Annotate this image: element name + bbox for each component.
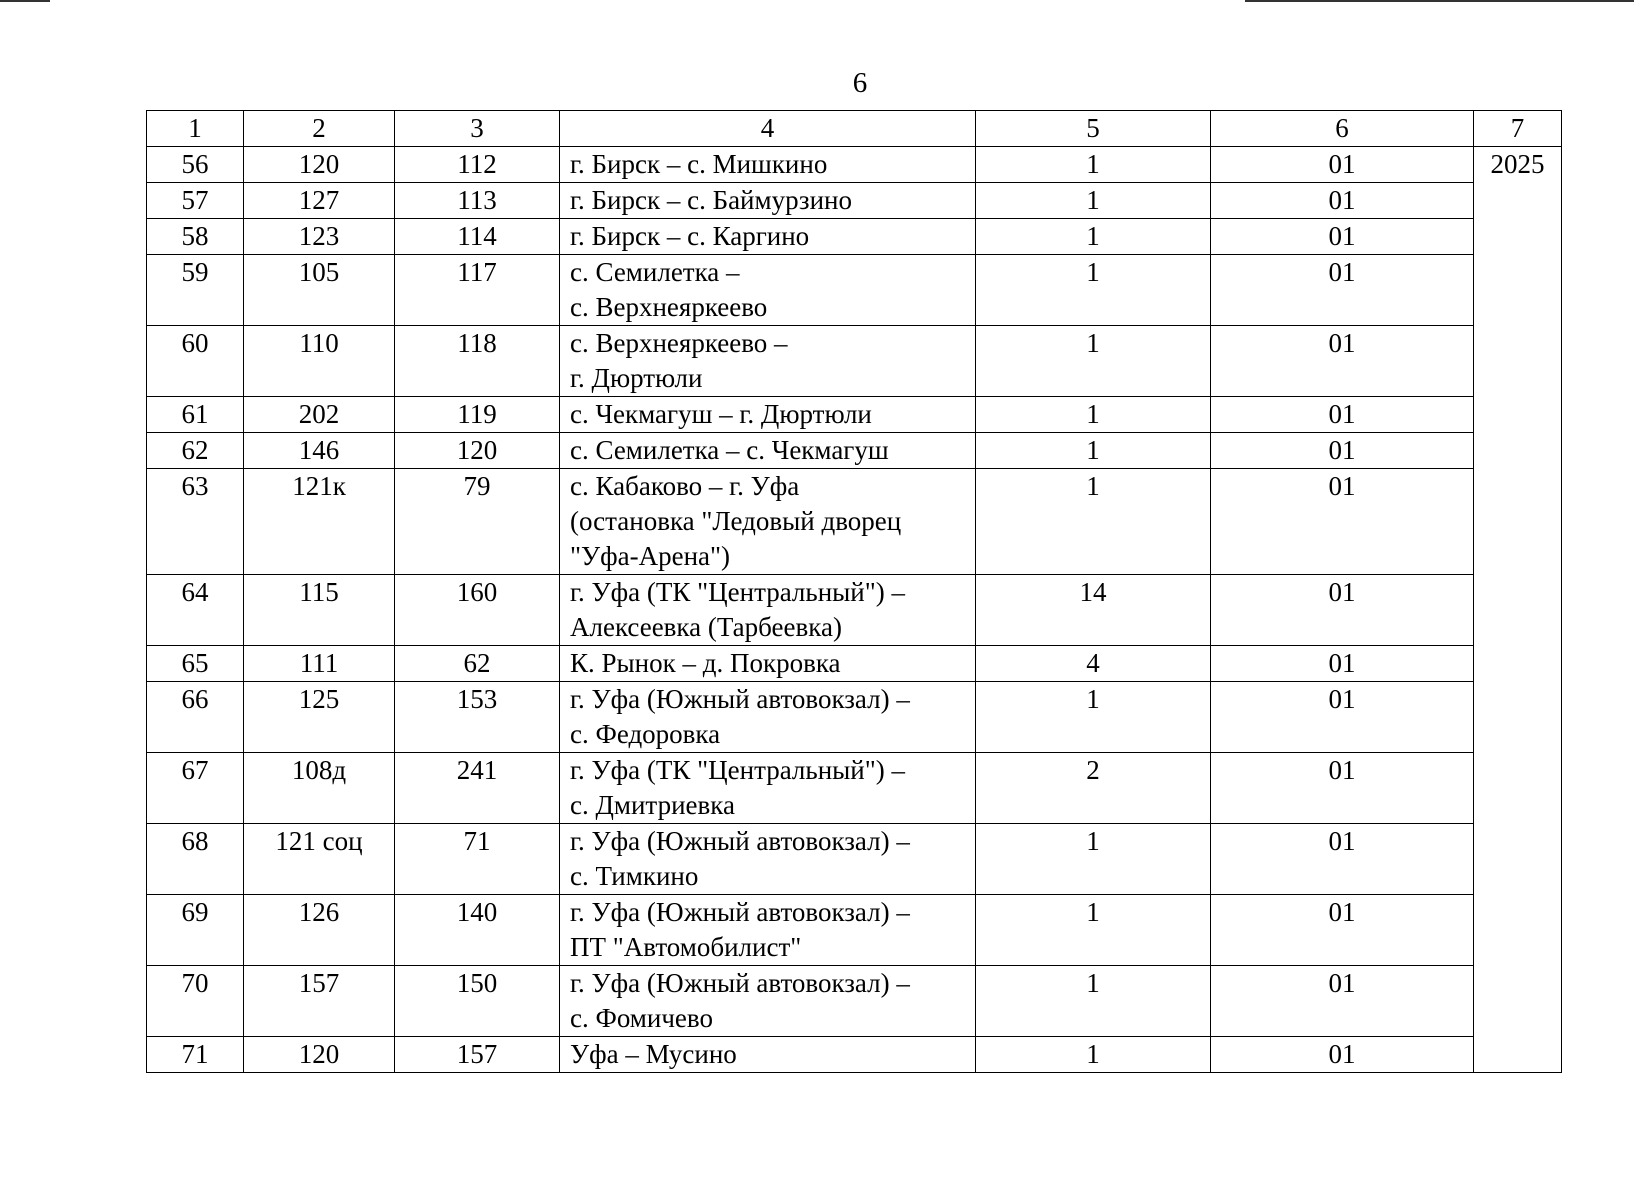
registry-number-cell: 140 bbox=[395, 895, 560, 966]
registry-number-cell: 153 bbox=[395, 682, 560, 753]
routes-table bbox=[146, 110, 1562, 1073]
row-number-cell: 68 bbox=[147, 824, 244, 895]
route-code-cell: 120 bbox=[244, 147, 395, 183]
table-row bbox=[147, 469, 1562, 575]
table-row bbox=[147, 183, 1562, 219]
route-name-cell bbox=[560, 646, 976, 682]
class-cell: 01 bbox=[1211, 966, 1474, 1037]
route-code-cell: 202 bbox=[244, 397, 395, 433]
registry-number-cell: 157 bbox=[395, 1037, 560, 1073]
route-name-line: К. Рынок – д. Покровка bbox=[570, 648, 841, 678]
route-name-line: ПТ "Автомобилист" bbox=[570, 932, 802, 962]
class-cell: 01 bbox=[1211, 326, 1474, 397]
class-cell: 01 bbox=[1211, 682, 1474, 753]
route-code-cell: 121к bbox=[244, 469, 395, 575]
row-number-cell: 65 bbox=[147, 646, 244, 682]
vehicle-count-cell: 1 bbox=[976, 255, 1211, 326]
route-name-line: с. Кабаково – г. Уфа bbox=[570, 471, 800, 501]
class-cell: 01 bbox=[1211, 895, 1474, 966]
class-cell: 01 bbox=[1211, 575, 1474, 646]
route-name-line: с. Чекмагуш – г. Дюртюли bbox=[570, 399, 872, 429]
registry-number-cell: 150 bbox=[395, 966, 560, 1037]
row-number-cell: 66 bbox=[147, 682, 244, 753]
vehicle-count-cell: 1 bbox=[976, 824, 1211, 895]
route-name-cell bbox=[560, 1037, 976, 1073]
route-name-line: г. Бирск – с. Каргино bbox=[570, 221, 810, 251]
class-cell: 01 bbox=[1211, 646, 1474, 682]
route-code-cell: 127 bbox=[244, 183, 395, 219]
table-row bbox=[147, 895, 1562, 966]
class-cell: 01 bbox=[1211, 397, 1474, 433]
registry-number-cell: 117 bbox=[395, 255, 560, 326]
row-number-cell: 60 bbox=[147, 326, 244, 397]
page-number: 6 bbox=[852, 67, 868, 99]
row-number-cell: 56 bbox=[147, 147, 244, 183]
route-name-line: г. Уфа (ТК "Центральный") – bbox=[570, 577, 906, 607]
row-number-cell: 71 bbox=[147, 1037, 244, 1073]
route-name-cell bbox=[560, 575, 976, 646]
route-name-line: Уфа – Мусино bbox=[570, 1039, 737, 1069]
row-number-cell: 59 bbox=[147, 255, 244, 326]
route-name-line: с. Семилетка – с. Чекмагуш bbox=[570, 435, 889, 465]
class-cell: 01 bbox=[1211, 433, 1474, 469]
class-cell: 01 bbox=[1211, 824, 1474, 895]
route-name-line: с. Федоровка bbox=[570, 719, 721, 749]
route-code-cell: 120 bbox=[244, 1037, 395, 1073]
class-cell: 01 bbox=[1211, 753, 1474, 824]
class-cell: 01 bbox=[1211, 183, 1474, 219]
route-name-line: с. Тимкино bbox=[570, 861, 699, 891]
route-name-cell bbox=[560, 255, 976, 326]
registry-number-cell: 79 bbox=[395, 469, 560, 575]
route-name-line: с. Фомичево bbox=[570, 1003, 713, 1033]
route-name-cell bbox=[560, 326, 976, 397]
vehicle-count-cell: 14 bbox=[976, 575, 1211, 646]
scan-edge-right bbox=[1245, 0, 1634, 2]
row-number-cell: 67 bbox=[147, 753, 244, 824]
table-row bbox=[147, 147, 1562, 183]
route-name-line: Алексеевка (Тарбеевка) bbox=[570, 612, 842, 642]
class-cell: 01 bbox=[1211, 147, 1474, 183]
vehicle-count-cell: 1 bbox=[976, 469, 1211, 575]
row-number-cell: 58 bbox=[147, 219, 244, 255]
class-cell: 01 bbox=[1211, 219, 1474, 255]
header-cell-5: 5 bbox=[976, 111, 1211, 147]
registry-number-cell: 113 bbox=[395, 183, 560, 219]
row-number-cell: 62 bbox=[147, 433, 244, 469]
table-header bbox=[147, 111, 1562, 147]
registry-number-cell: 118 bbox=[395, 326, 560, 397]
route-code-cell: 111 bbox=[244, 646, 395, 682]
route-name-line: г. Уфа (ТК "Центральный") – bbox=[570, 755, 906, 785]
route-code-cell: 157 bbox=[244, 966, 395, 1037]
registry-number-cell: 160 bbox=[395, 575, 560, 646]
registry-number-cell: 119 bbox=[395, 397, 560, 433]
table-row bbox=[147, 824, 1562, 895]
route-name-line: "Уфа-Арена") bbox=[570, 541, 731, 571]
registry-number-cell: 120 bbox=[395, 433, 560, 469]
route-name-cell bbox=[560, 682, 976, 753]
table-row bbox=[147, 219, 1562, 255]
route-name-cell bbox=[560, 147, 976, 183]
route-code-cell: 108д bbox=[244, 753, 395, 824]
route-name-cell bbox=[560, 966, 976, 1037]
vehicle-count-cell: 1 bbox=[976, 147, 1211, 183]
vehicle-count-cell: 1 bbox=[976, 183, 1211, 219]
registry-number-cell: 112 bbox=[395, 147, 560, 183]
vehicle-count-cell: 1 bbox=[976, 682, 1211, 753]
table-row bbox=[147, 397, 1562, 433]
route-name-line: г. Дюртюли bbox=[570, 363, 703, 393]
route-code-cell: 105 bbox=[244, 255, 395, 326]
route-name-cell bbox=[560, 397, 976, 433]
route-code-cell: 125 bbox=[244, 682, 395, 753]
route-name-cell bbox=[560, 219, 976, 255]
route-name-line: с. Дмитриевка bbox=[570, 790, 735, 820]
row-number-cell: 70 bbox=[147, 966, 244, 1037]
table-row bbox=[147, 1037, 1562, 1073]
class-cell: 01 bbox=[1211, 255, 1474, 326]
header-cell-4: 4 bbox=[560, 111, 976, 147]
route-name-cell bbox=[560, 433, 976, 469]
header-cell-6: 6 bbox=[1211, 111, 1474, 147]
vehicle-count-cell: 1 bbox=[976, 397, 1211, 433]
route-name-line: г. Бирск – с. Мишкино bbox=[570, 149, 828, 179]
route-name-line: (остановка "Ледовый дворец bbox=[570, 506, 902, 536]
vehicle-count-cell: 1 bbox=[976, 219, 1211, 255]
route-code-cell: 126 bbox=[244, 895, 395, 966]
table-row bbox=[147, 966, 1562, 1037]
route-name-line: г. Уфа (Южный автовокзал) – bbox=[570, 897, 910, 927]
route-code-cell: 146 bbox=[244, 433, 395, 469]
route-name-cell bbox=[560, 824, 976, 895]
table-row bbox=[147, 646, 1562, 682]
route-name-cell bbox=[560, 183, 976, 219]
route-name-line: г. Уфа (Южный автовокзал) – bbox=[570, 684, 910, 714]
route-code-cell: 110 bbox=[244, 326, 395, 397]
header-cell-2: 2 bbox=[244, 111, 395, 147]
header-cell-1: 1 bbox=[147, 111, 244, 147]
route-name-line: с. Верхнеяркеево – bbox=[570, 328, 788, 358]
vehicle-count-cell: 1 bbox=[976, 433, 1211, 469]
header-row bbox=[147, 111, 1562, 147]
vehicle-count-cell: 1 bbox=[976, 895, 1211, 966]
row-number-cell: 64 bbox=[147, 575, 244, 646]
vehicle-count-cell: 2 bbox=[976, 753, 1211, 824]
route-name-cell bbox=[560, 753, 976, 824]
table-row bbox=[147, 753, 1562, 824]
class-cell: 01 bbox=[1211, 469, 1474, 575]
vehicle-count-cell: 1 bbox=[976, 1037, 1211, 1073]
header-cell-7: 7 bbox=[1474, 111, 1562, 147]
class-cell: 01 bbox=[1211, 1037, 1474, 1073]
vehicle-count-cell: 1 bbox=[976, 326, 1211, 397]
table-body bbox=[147, 147, 1562, 1073]
route-code-cell: 115 bbox=[244, 575, 395, 646]
route-name-cell bbox=[560, 469, 976, 575]
table-row bbox=[147, 575, 1562, 646]
table-row bbox=[147, 255, 1562, 326]
vehicle-count-cell: 1 bbox=[976, 966, 1211, 1037]
header-cell-3: 3 bbox=[395, 111, 560, 147]
table-row bbox=[147, 326, 1562, 397]
row-number-cell: 63 bbox=[147, 469, 244, 575]
year-cell: 2025 bbox=[1474, 147, 1562, 1073]
registry-number-cell: 241 bbox=[395, 753, 560, 824]
row-number-cell: 57 bbox=[147, 183, 244, 219]
vehicle-count-cell: 4 bbox=[976, 646, 1211, 682]
route-name-line: г. Бирск – с. Баймурзино bbox=[570, 185, 852, 215]
registry-number-cell: 114 bbox=[395, 219, 560, 255]
registry-number-cell: 71 bbox=[395, 824, 560, 895]
row-number-cell: 69 bbox=[147, 895, 244, 966]
registry-number-cell: 62 bbox=[395, 646, 560, 682]
table-row bbox=[147, 682, 1562, 753]
route-name-line: г. Уфа (Южный автовокзал) – bbox=[570, 968, 910, 998]
route-name-line: г. Уфа (Южный автовокзал) – bbox=[570, 826, 910, 856]
route-name-cell bbox=[560, 895, 976, 966]
route-code-cell: 121 соц bbox=[244, 824, 395, 895]
row-number-cell: 61 bbox=[147, 397, 244, 433]
scan-edge-left bbox=[0, 0, 50, 2]
route-code-cell: 123 bbox=[244, 219, 395, 255]
route-name-line: с. Семилетка – bbox=[570, 257, 740, 287]
route-name-line: с. Верхнеяркеево bbox=[570, 292, 768, 322]
table-row bbox=[147, 433, 1562, 469]
